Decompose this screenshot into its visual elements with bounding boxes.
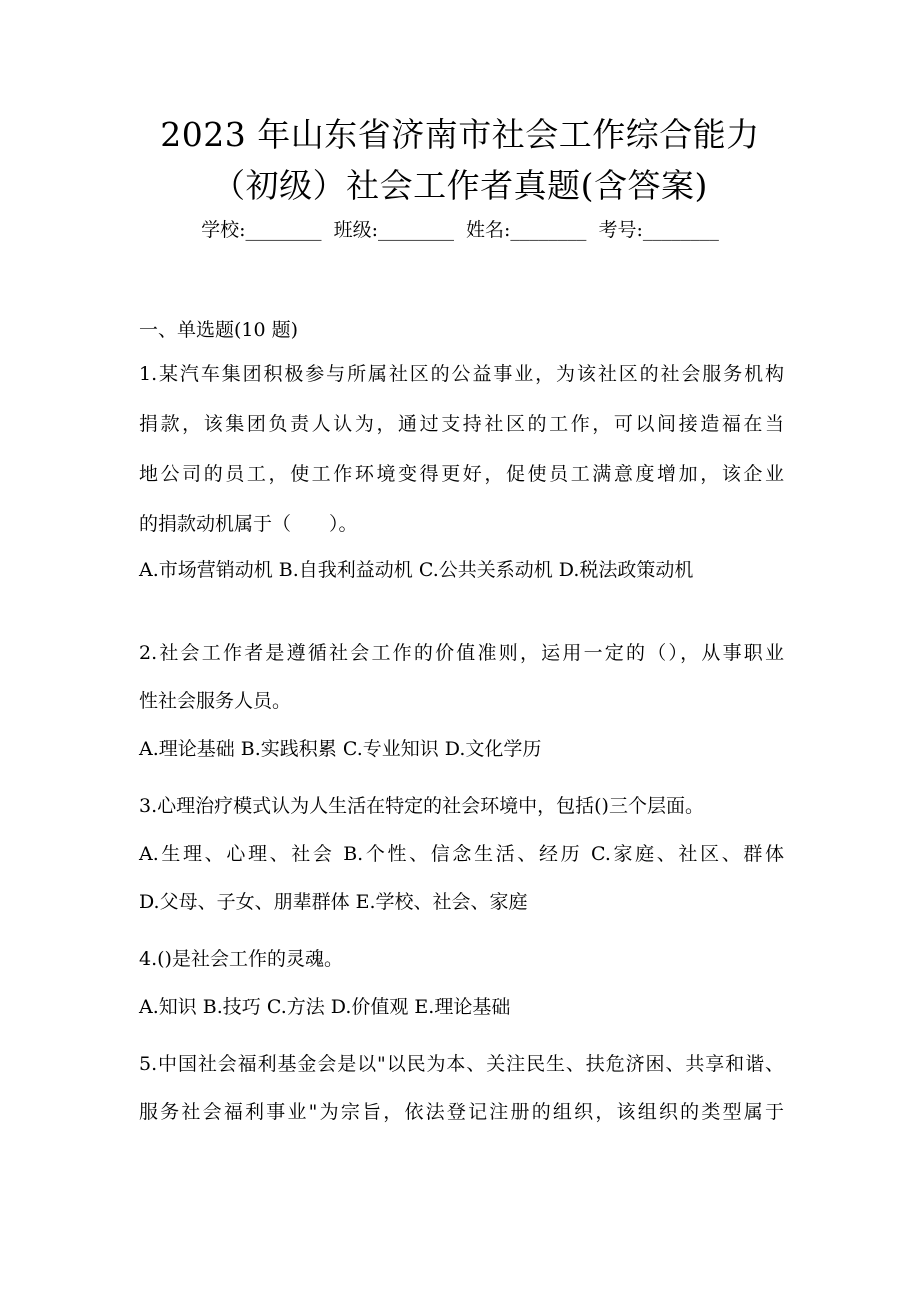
question-options: A.理论基础 B.实践积累 C.专业知识 D.文化学历 <box>139 738 542 760</box>
question-text-line: 服务社会福利事业"为宗旨，依法登记注册的组织，该组织的类型属于 <box>139 1101 784 1123</box>
question-text-line: 4.()是社会工作的灵魂。 <box>139 948 343 970</box>
question-text-line: 2.社会工作者是遵循社会工作的价值准则，运用一定的（），从事职业 <box>139 642 784 664</box>
class-field: 班级:________ <box>333 219 454 241</box>
document-title-line-2: （初级）社会工作者真题(含答案) <box>212 166 708 205</box>
document-title-line-1: 2023 年山东省济南市社会工作综合能力 <box>160 115 760 154</box>
exam-content <box>139 312 784 1130</box>
question-5 <box>139 1046 784 1130</box>
student-info-row <box>60 216 860 244</box>
name-field: 姓名:________ <box>466 219 587 241</box>
question-text-line: 性社会服务人员。 <box>139 690 292 712</box>
question-text-line: 地公司的员工，使工作环境变得更好，促使员工满意度增加，该企业 <box>139 463 784 485</box>
question-text-line: 的捐款动机属于（ ）。 <box>139 513 358 535</box>
section-heading: 一、单选题(10 题) <box>139 319 299 341</box>
question-options: A.知识 B.技巧 C.方法 D.价值观 E.理论基础 <box>139 996 511 1018</box>
question-1 <box>139 356 784 588</box>
question-options: A.市场营销动机 B.自我利益动机 C.公共关系动机 D.税法政策动机 <box>139 559 694 581</box>
question-text-line: 3.心理治疗模式认为人生活在特定的社会环境中，包括()三个层面。 <box>139 795 704 817</box>
question-4 <box>139 941 784 1025</box>
exam-number-field: 考号:________ <box>598 219 719 241</box>
question-3 <box>139 788 784 920</box>
question-options: D.父母、子女、朋辈群体 E.学校、社会、家庭 <box>139 891 528 913</box>
question-text-line: 5.中国社会福利基金会是以"以民为本、关注民生、扶危济困、共享和谐、 <box>139 1053 784 1075</box>
question-2 <box>139 635 784 767</box>
school-field: 学校:________ <box>201 219 322 241</box>
question-text-line: 捐款，该集团负责人认为，通过支持社区的工作，可以间接造福在当 <box>139 413 784 435</box>
question-text-line: 1.某汽车集团积极参与所属社区的公益事业，为该社区的社会服务机构 <box>139 363 784 385</box>
question-options: A.生理、心理、社会 B.个性、信念生活、经历 C.家庭、社区、群体 <box>139 843 784 865</box>
